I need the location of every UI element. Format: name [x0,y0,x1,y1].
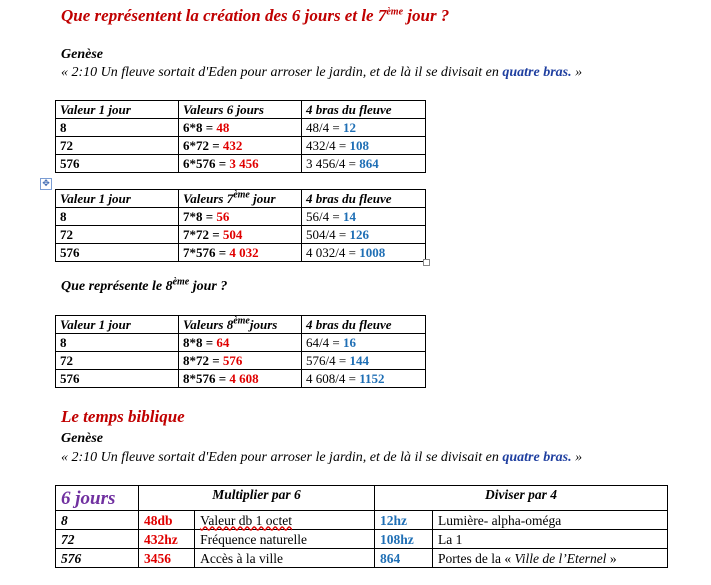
division-result: 12 [342,119,356,135]
table-row [56,549,668,568]
cell-division [302,119,426,137]
main-title [61,6,449,26]
quote-text: « 2:10 Un fleuve sortait d'Eden pour arroser le jardin, et de là il se divisait en [61,450,503,465]
division-expr: 56/4 = [306,208,343,224]
division-expr: 4 608/4 = [306,370,360,386]
product-expr: 8*72 = [183,352,223,368]
product-result: 4 608 [229,370,259,386]
div-desc-italic: Ville de l’Eternel [514,550,607,566]
table-row [56,119,426,137]
cell-product [179,226,302,244]
table-biblical-time [55,485,668,568]
division-expr: 504/4 = [306,226,350,242]
product-result: 56 [216,208,230,224]
header-text: Valeurs 8 [183,316,234,332]
question-end: jour ? [189,279,228,294]
header-text-end: jours [249,316,278,332]
division-expr: 3 456/4 = [306,155,360,171]
table-row [56,370,426,388]
quote-text: « 2:10 Un fleuve sortait d'Eden pour arroser le jardin, et de là il se divisait en [61,65,503,80]
cell-mult-value: 432hz [139,530,195,549]
header-multiplier: Multiplier par 6 [139,486,375,511]
cell-mult-desc: Accès à la ville [195,549,375,568]
product-expr: 6*8 = [183,119,217,135]
header-sup: ème [233,315,250,327]
table-row [56,208,426,226]
division-expr: 4 032/4 = [306,244,360,260]
main-title-text: Que représentent la création des 6 jours et le 7 [61,6,387,25]
header-4-bras: 4 bras du fleuve [302,101,426,119]
cell-value: 8 [56,208,179,226]
division-result: 1152 [359,370,385,386]
cell-product [179,119,302,137]
table-row [56,244,426,262]
cell-value: 8 [56,511,139,530]
division-result: 126 [349,226,369,242]
product-expr: 8*576 = [183,370,230,386]
header-4-bras: 4 bras du fleuve [302,316,426,334]
division-expr: 432/4 = [306,137,350,153]
cell-value: 72 [56,530,139,549]
product-result: 576 [222,352,243,368]
table-row [56,334,426,352]
genesis-label-1: Genèse [61,47,103,62]
product-result: 3 456 [229,155,259,171]
cell-value: 8 [56,334,179,352]
cell-mult-value: 3456 [139,549,195,568]
table-eighth-day [55,315,426,388]
genesis-quote-2 [61,450,582,466]
cell-div-value: 864 [375,549,433,568]
product-expr: 7*576 = [183,244,230,260]
table-seventh-day [55,189,426,262]
cell-value: 576 [56,370,179,388]
header-valeurs-6-jours: Valeurs 6 jours [179,101,302,119]
header-diviser: Diviser par 4 [375,486,668,511]
header-valeur-1-jour: Valeur 1 jour [56,190,179,208]
header-6-jours: 6 jours [56,486,139,511]
table-move-handle-icon[interactable]: ✥ [40,178,52,190]
product-result: 64 [216,334,230,350]
division-expr: 64/4 = [306,334,343,350]
table-header-row [56,190,426,208]
cell-product [179,244,302,262]
cell-value: 576 [56,244,179,262]
mult-desc-text: Valeur db 1 octet [200,512,292,528]
cell-division [302,208,426,226]
main-title-end: jour ? [403,6,450,25]
product-result: 432 [222,137,243,153]
cell-division [302,370,426,388]
cell-mult-desc: Fréquence naturelle [195,530,375,549]
cell-product [179,208,302,226]
cell-mult-desc [195,511,375,530]
table-row [56,352,426,370]
cell-value: 72 [56,137,179,155]
cell-product [179,352,302,370]
cell-division [302,137,426,155]
cell-div-value: 12hz [375,511,433,530]
cell-value: 72 [56,352,179,370]
table-six-days [55,100,426,173]
division-result: 1008 [359,244,386,260]
section-title-temps-biblique: Le temps biblique [61,407,185,426]
div-desc-text: Portes de la « [437,550,515,566]
cell-value: 8 [56,119,179,137]
header-valeurs-8-jours [179,316,302,334]
division-expr: 48/4 = [306,119,343,135]
product-result: 504 [222,226,243,242]
cell-product [179,155,302,173]
product-expr: 6*576 = [183,155,230,171]
division-result: 108 [349,137,369,153]
header-valeurs-7-jour [179,190,302,208]
table-row [56,530,668,549]
table-header-row [56,486,668,511]
table-row [56,155,426,173]
table-row [56,511,668,530]
cell-value: 576 [56,155,179,173]
div-desc-end: » [606,550,617,566]
cell-mult-value: 48db [139,511,195,530]
product-expr: 7*8 = [183,208,217,224]
question-sup: ème [172,276,190,288]
header-text: Valeurs 7 [183,190,234,206]
division-result: 16 [342,334,356,350]
product-expr: 8*8 = [183,334,217,350]
division-result: 14 [342,208,356,224]
cell-div-desc: Lumière- alpha-oméga [432,511,667,530]
cell-division [302,244,426,262]
header-valeur-1-jour: Valeur 1 jour [56,101,179,119]
division-expr: 576/4 = [306,352,350,368]
cell-div-desc [432,549,667,568]
quote-end: » [571,450,583,465]
cell-product [179,370,302,388]
genesis-label-2: Genèse [61,431,103,446]
quote-bold: quatre bras. [502,65,572,80]
table-header-row [56,101,426,119]
cell-div-desc: La 1 [432,530,667,549]
quote-end: » [571,65,583,80]
header-valeur-1-jour: Valeur 1 jour [56,316,179,334]
division-result: 144 [349,352,369,368]
cell-product [179,334,302,352]
table-row [56,137,426,155]
cell-division [302,334,426,352]
product-expr: 6*72 = [183,137,223,153]
quote-bold: quatre bras. [502,450,572,465]
product-result: 4 032 [229,244,259,260]
question-eighth-day [61,276,228,295]
question-text: Que représente le 8 [61,279,173,294]
header-sup: ème [233,189,250,201]
cell-division [302,155,426,173]
cell-product [179,137,302,155]
division-result: 864 [359,155,379,171]
cell-value: 576 [56,549,139,568]
cell-division [302,352,426,370]
header-4-bras: 4 bras du fleuve [302,190,426,208]
table-resize-handle[interactable] [423,259,430,266]
genesis-quote-1 [61,65,582,81]
table-header-row [56,316,426,334]
product-expr: 7*72 = [183,226,223,242]
product-result: 48 [216,119,230,135]
table-row [56,226,426,244]
cell-division [302,226,426,244]
header-text-end: jour [249,190,276,206]
main-title-sup: ème [386,6,404,18]
cell-value: 72 [56,226,179,244]
cell-div-value: 108hz [375,530,433,549]
